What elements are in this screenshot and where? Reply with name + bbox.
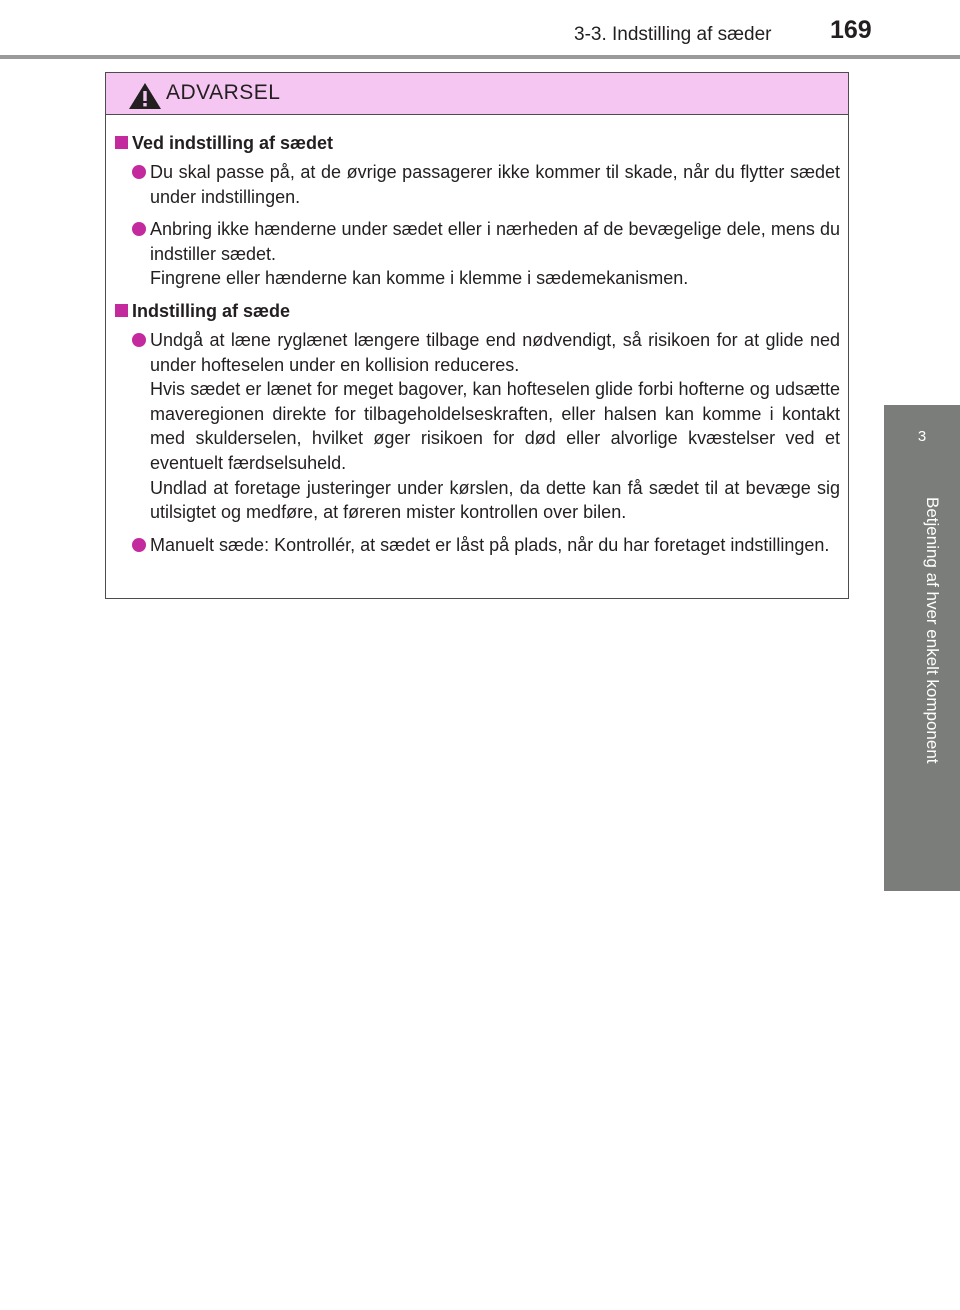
warning-header: [106, 73, 848, 115]
section-heading: [114, 131, 840, 155]
warning-item-text: Manuelt sæde: Kontrollér, at sædet er låst på plads, når du har foretaget indstillingen.: [150, 534, 830, 555]
warning-triangle-icon: [128, 82, 162, 110]
warning-item-text: Undlad at foretage justeringer under kørslen, da dette kan få sædet til at bevæge sig utilsigtet og medføre, at føreren mister kontrollen over bilen.: [150, 477, 840, 523]
warning-body: [106, 115, 848, 557]
warning-item: [114, 160, 840, 209]
chapter-number: 3: [917, 428, 927, 445]
section-heading-text: Ved indstilling af sædet: [132, 133, 334, 153]
section-title: 3-3. Indstilling af sæder: [574, 24, 772, 45]
round-bullet-icon: [132, 333, 146, 347]
warning-item: [114, 217, 840, 291]
warning-item-text: Du skal passe på, at de øvrige passagerer ikke kommer til skade, når du flytter sædet under indstillingen.: [150, 162, 840, 207]
warning-box: [105, 72, 849, 599]
warning-item-text: Undgå at læne ryglænet længere tilbage end nødvendigt, så risikoen for at glide ned under hofteselen under en kollision reduceres.: [150, 329, 840, 375]
round-bullet-icon: [132, 165, 146, 179]
chapter-tab: [884, 405, 960, 891]
warning-item-text: Anbring ikke hænderne under sædet eller i nærheden af de bevægelige dele, mens du indstiller sædet.: [150, 219, 840, 264]
square-bullet-icon: [115, 304, 128, 317]
header-rule: [0, 55, 960, 59]
round-bullet-icon: [132, 538, 146, 552]
warning-title: ADVARSEL: [166, 81, 281, 104]
warning-item: [114, 533, 840, 558]
warning-item-text: Hvis sædet er lænet for meget bagover, kan hofteselen glide forbi hofterne og udsætte maveregionen direkte for tilbageholdelseskraften, eller halsen kan komme i kontakt med skulderselen, hvilket øger risikoen for død eller alvorlige kvæstelser ved et eventuelt færdselsuheld.: [150, 379, 840, 473]
square-bullet-icon: [115, 136, 128, 149]
warning-item: [114, 328, 840, 525]
chapter-title: Betjening af hver enkelt komponent: [923, 497, 942, 764]
page-number: 169: [830, 16, 872, 44]
section-heading-text: Indstilling af sæde: [132, 300, 291, 321]
round-bullet-icon: [132, 222, 146, 236]
section-heading: [114, 299, 840, 323]
warning-item-text: Fingrene eller hænderne kan komme i klemme i sædemekanismen.: [150, 268, 689, 289]
